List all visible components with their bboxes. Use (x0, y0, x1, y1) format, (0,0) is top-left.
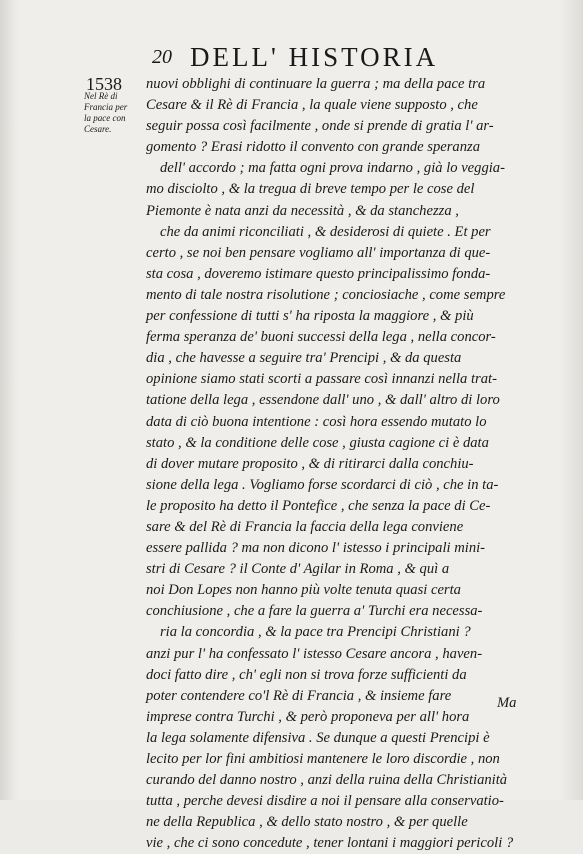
text-line: opinione siamo stati scorti a passare così innanzi nella trat- (146, 371, 497, 388)
text-line: certo , se noi ben pensare vogliamo all' importanza di que- (146, 244, 491, 261)
text-line: che da animi riconciliati , & desiderosi di quiete . Et per (160, 223, 491, 240)
text-line: seguir possa così facilmente , onde si prende di gratia l' ar- (146, 118, 494, 135)
text-line: sione della lega . Vogliamo forse scordarci di ciò , che in ta- (146, 476, 499, 493)
page-number: 20 (152, 46, 172, 68)
margin-note-line: Nel Rè di (84, 91, 118, 101)
text-line: dell' accordo ; ma fatta ogni prova indarno , già lo veggia- (160, 160, 505, 177)
margin-year: 1538 (86, 74, 122, 94)
text-line: ria la concordia , & la pace tra Prencipi Christiani ? (160, 624, 471, 641)
text-line: imprese contra Turchi , & però proponeva per all' hora (146, 708, 470, 725)
text-line: tatione della lega , essendone dall' uno , & dall' altro di loro (146, 392, 500, 409)
text-line: dia , che havesse a seguire tra' Prencipi , & da questa (146, 350, 462, 367)
page-header (0, 40, 583, 74)
text-line: essere pallida ? ma non dicono l' istesso i principali mini- (146, 540, 486, 557)
text-line: poter contendere co'l Rè di Francia , & insieme fare (146, 687, 452, 704)
margin-note-line: Cesare. (84, 124, 112, 134)
text-line: le proposito ha detto il Pontefice , che senza la pace di Ce- (146, 497, 491, 514)
text-line: la lega solamente difensiva . Se dunque a questi Prencipi è (146, 729, 490, 746)
text-line: stri di Cesare ? il Conte d' Agilar in Roma , & quì a (146, 561, 450, 578)
catchword: Ma (497, 695, 517, 711)
text-line: mo disciolto , & la tregua di breve tempo per le cose del (146, 181, 475, 198)
text-line: lecito per lor fini ambitiosi mantenere le loro discordie , non (146, 751, 500, 767)
text-line: tutta , perche devesi disdire a noi il pensare alla conservatio- (146, 793, 504, 810)
text-line: noi Don Lopes non hanno più volte tenuta quasi certa (146, 582, 461, 599)
text-line: vie , che ci sono concedute , tener lontani i maggiori pericoli ? (146, 835, 514, 852)
text-line: curando del danno nostro , anzi della ruina della Christianità (146, 772, 508, 789)
text-line: data di ciò buona intentione : così hora essendo mutato lo (146, 413, 487, 430)
margin-note-line: la pace con (84, 113, 126, 123)
text-line: nuovi obblighi di continuare la guerra ; ma della pace tra (146, 76, 486, 92)
margin-note-line: Francia per (84, 102, 128, 112)
text-line: Cesare & il Rè di Francia , la quale viene supposto , che (146, 97, 478, 114)
text-line: di dover mutare proposito , & di ritirarci dalla conchiu- (146, 455, 474, 472)
text-line: doci fatto dire , ch' egli non si trova forze sufficienti da (146, 666, 467, 683)
text-line: mento di tale nostra risolutione ; conciosiache , come sempre (146, 286, 506, 303)
text-line: per confessione di tutti s' ha riposta la maggiore , & più (146, 308, 474, 325)
text-line: Piemonte è nata anzi da necessità , & da stanchezza , (146, 202, 459, 219)
text-line: ferma speranza de' buoni successi della lega , nella concor- (146, 329, 496, 346)
text-line: gomento ? Erasi ridotto il convento con grande speranza (146, 139, 481, 156)
text-line: anzi pur l' ha confessato l' istesso Cesare ancora , haven- (146, 645, 483, 662)
running-head: DELL' HISTORIA (190, 42, 439, 72)
text-line: sta cosa , doveremo istimare questo principalissimo fonda- (146, 265, 491, 282)
text-line: conchiusione , che a fare la guerra a' Turchi era necessa- (146, 603, 483, 620)
margin-note (84, 91, 140, 135)
body-text (146, 74, 546, 854)
text-line: stato , & la conditione delle cose , giusta cagione ci è data (146, 434, 489, 451)
text-line: sare & del Rè di Francia la faccia della lega conviene (146, 518, 464, 535)
text-line: ne della Republica , & dello stato nostro , & per quelle (146, 814, 468, 831)
